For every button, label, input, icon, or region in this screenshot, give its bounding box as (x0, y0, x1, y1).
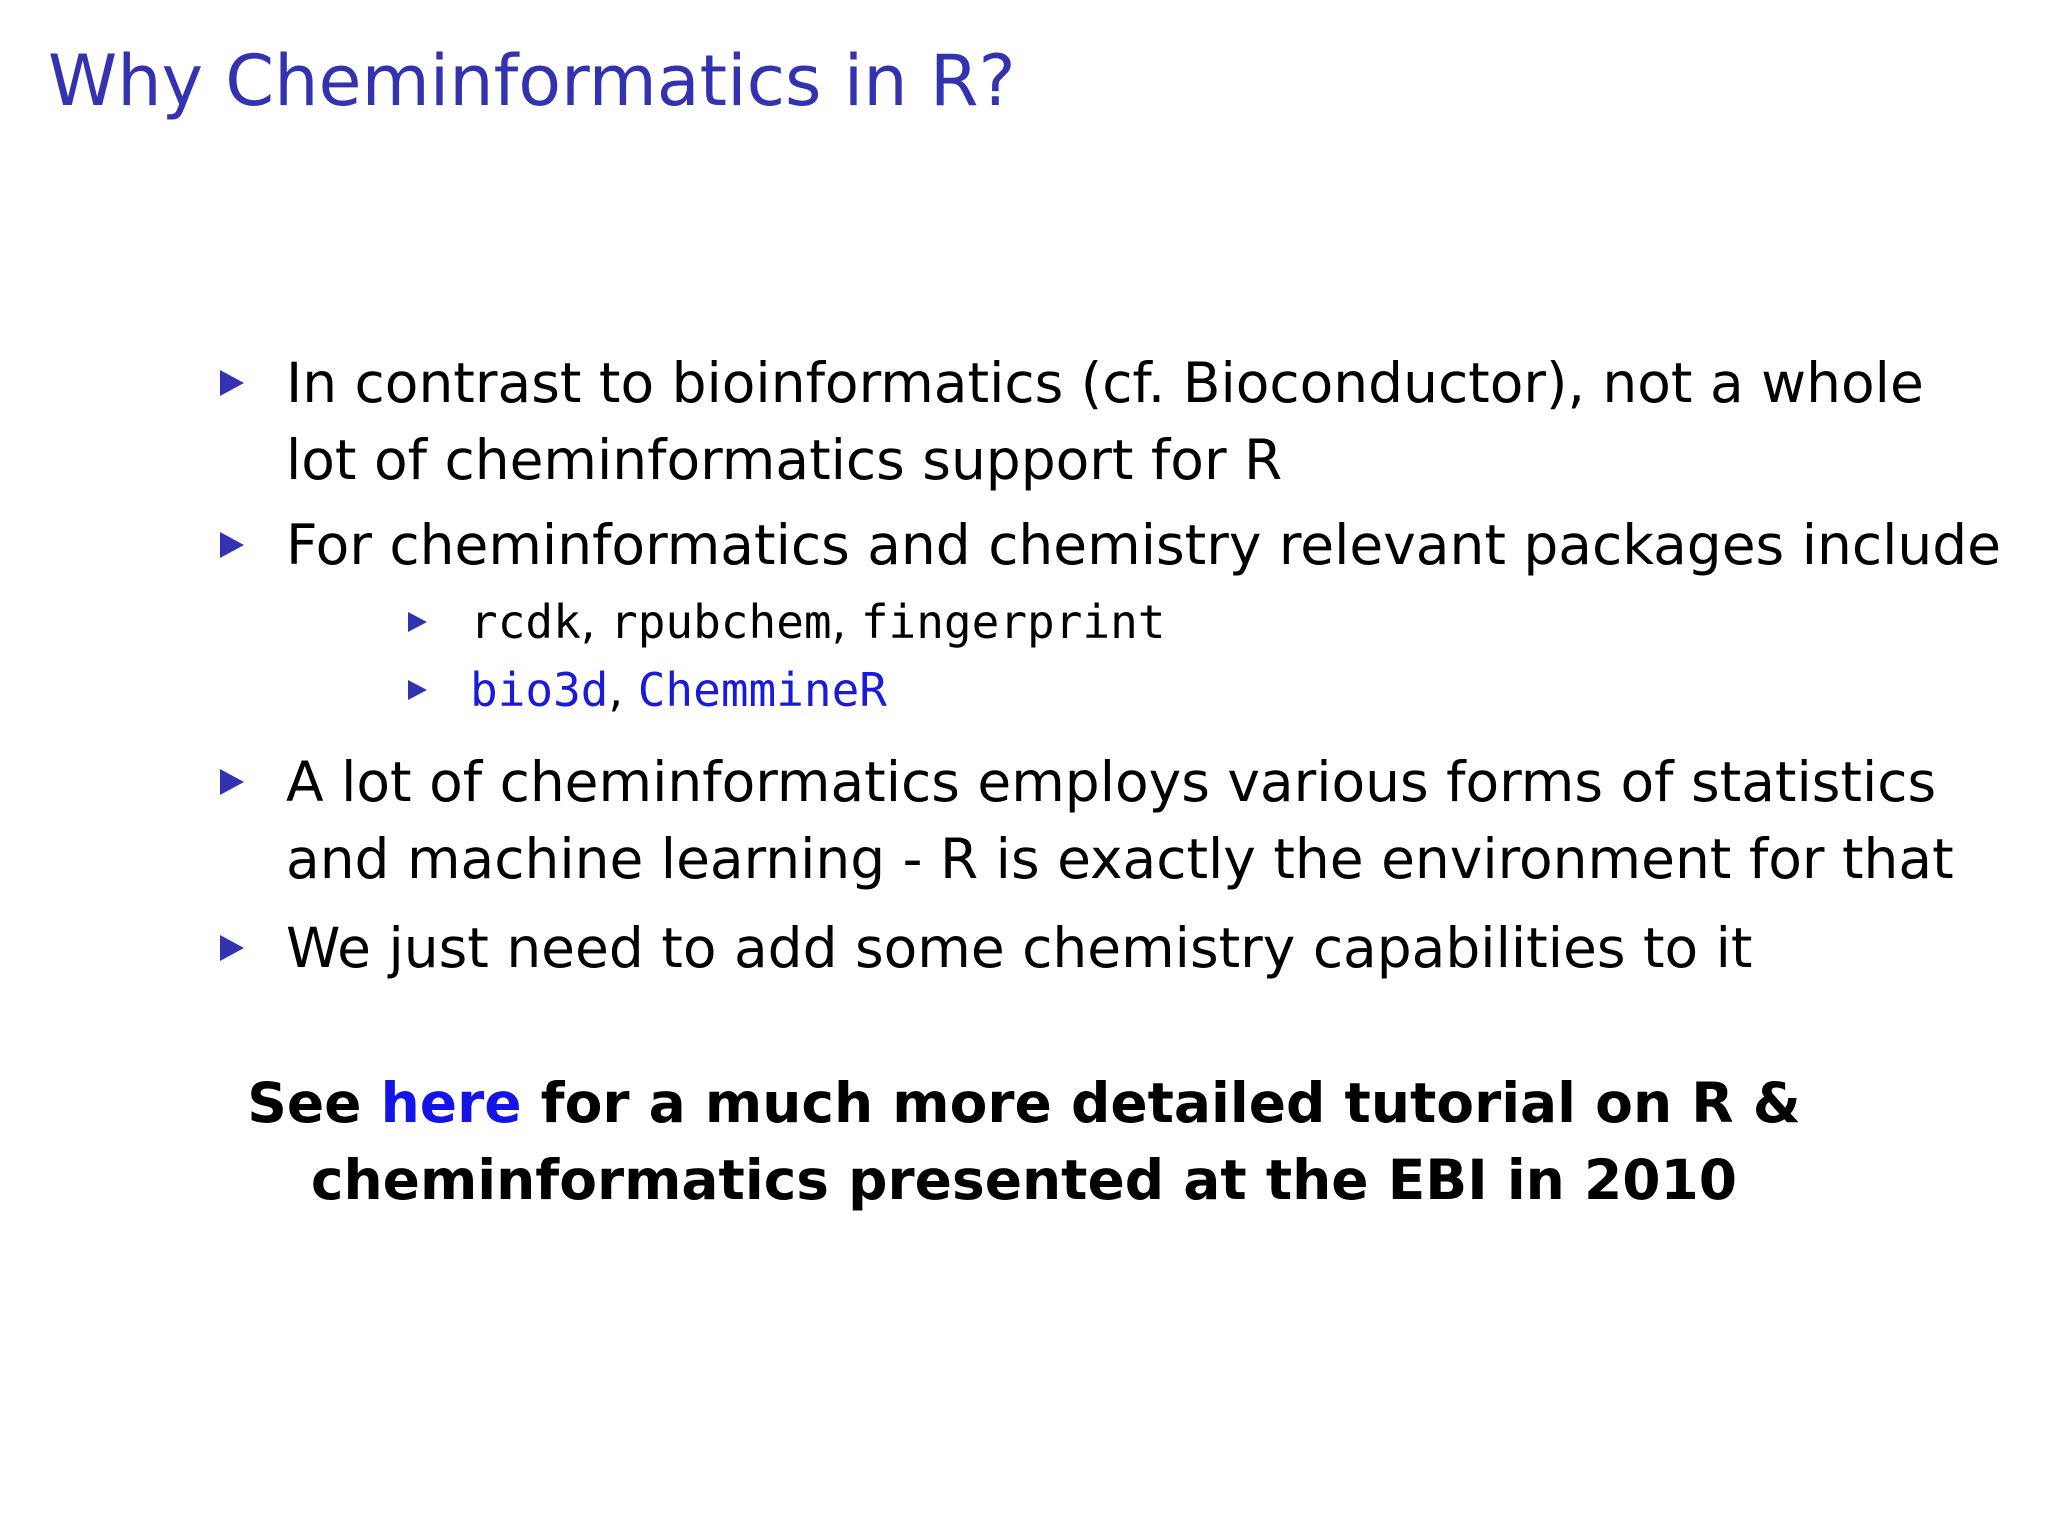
bullet-item-statistics (220, 744, 1954, 898)
tutorial-note-prefix: See (247, 1071, 381, 1135)
triangle-right-icon (220, 769, 244, 795)
package-name-fingerprint: fingerprint (860, 595, 1166, 649)
tutorial-note-line-1 (0, 1065, 2048, 1142)
package-link-chemminer[interactable]: ChemmineR (637, 663, 887, 717)
bullet-list (220, 345, 2001, 995)
sub-bullet-linked-packages (408, 656, 1900, 724)
bullet-text-line: For cheminformatics and chemistry relevant packages include (286, 513, 2001, 577)
triangle-right-icon (220, 935, 244, 961)
bullet-item-relevant-packages (220, 507, 2001, 724)
tutorial-note (0, 1065, 2048, 1219)
tutorial-note-line-2: cheminformatics presented at the EBI in 2010 (310, 1148, 1738, 1212)
triangle-right-icon (220, 532, 244, 558)
package-link-bio3d[interactable]: bio3d (470, 663, 609, 717)
bullet-text-line: We just need to add some chemistry capabilities to it (286, 916, 1753, 980)
tutorial-link[interactable]: here (380, 1071, 522, 1135)
slide-title: Why Cheminformatics in R? (48, 40, 1016, 122)
triangle-right-icon (408, 612, 427, 632)
package-sub-list (408, 588, 1900, 724)
bullet-text-line: lot of cheminformatics support for R (286, 428, 1283, 492)
bullet-text-line: and machine learning - R is exactly the environment for that (286, 827, 1954, 891)
package-name-rcdk: rcdk (470, 595, 581, 649)
bullet-text-line: In contrast to bioinformatics (cf. Bioconductor), not a whole (286, 351, 1924, 415)
bullet-text-line: A lot of cheminformatics employs various forms of statistics (286, 750, 1937, 814)
separator: , (831, 595, 861, 649)
tutorial-note-suffix: for a much more detailed tutorial on R & (521, 1071, 1801, 1135)
separator: , (580, 595, 611, 649)
bullet-item-chemistry-capabilities (220, 910, 1900, 987)
bullet-item-bioinformatics-contrast (220, 345, 1924, 499)
separator: , (608, 663, 638, 717)
triangle-right-icon (408, 680, 427, 700)
sub-bullet-cheminformatics-packages (408, 588, 1900, 656)
triangle-right-icon (220, 370, 244, 396)
package-name-rpubchem: rpubchem (610, 595, 832, 649)
